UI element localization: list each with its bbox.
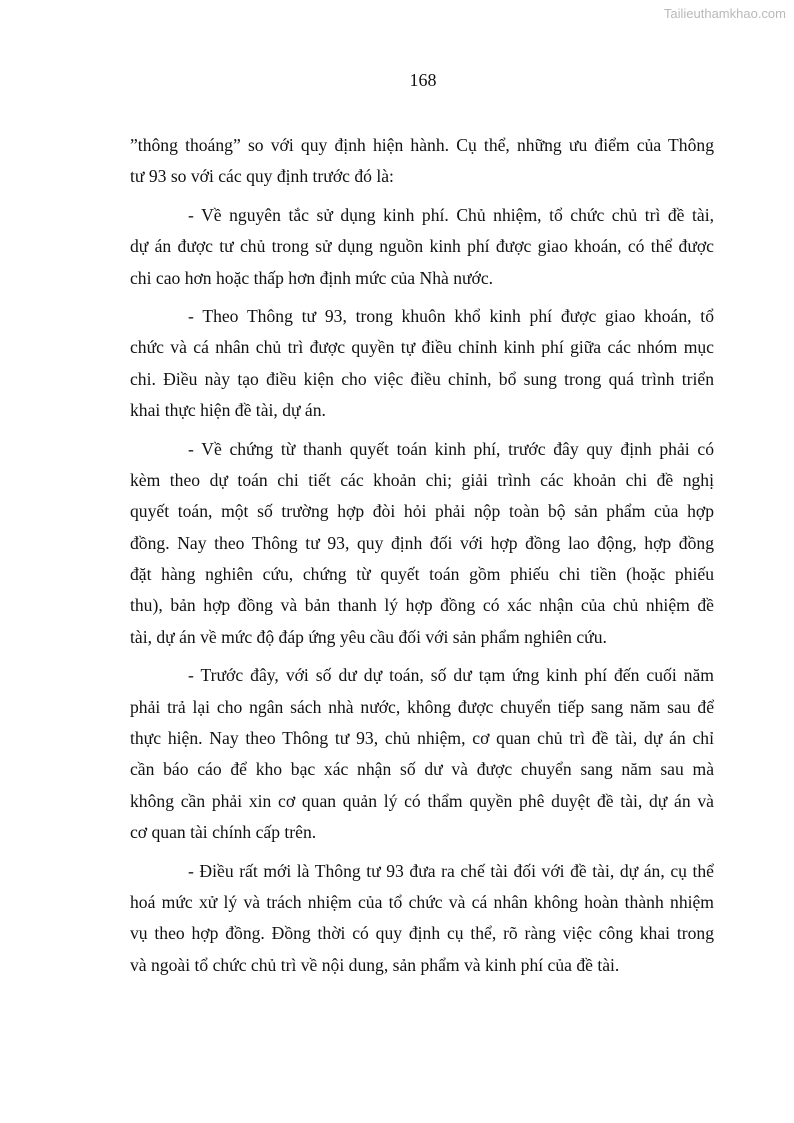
text-line: - Về chứng từ thanh quyết toán kinh phí, trước đây quy định phải có [188,438,714,459]
text-line: kèm theo dự toán chi tiết các khoản chi; giải trình các khoản chi đề nghị [130,469,714,490]
text-line: cần báo cáo để kho bạc xác nhận số dư và được chuyển sang năm sau mà [130,759,714,780]
paragraph [130,434,714,654]
document-body [130,130,714,988]
paragraph [130,200,714,294]
watermark: Tailieuthamkhao.com [663,6,786,21]
text-line: đồng. Nay theo Thông tư 93, quy định đối với hợp đồng lao động, hợp đồng [130,532,714,553]
text-line: tài, dự án về mức độ đáp ứng yêu cầu đối với sản phẩm nghiên cứu. [130,626,607,647]
text-line: ”thông thoáng” so với quy định hiện hành. Cụ thể, những ưu điểm của Thông [130,135,714,155]
text-line: chi cao hơn hoặc thấp hơn định mức của Nhà nước. [130,267,494,288]
text-line: thu), bản hợp đồng và bản thanh lý hợp đồng có xác nhận của chủ nhiệm đề [130,595,714,616]
text-line: hoá mức xử lý và trách nhiệm của tổ chức và cá nhân không hoàn thành nhiệm [130,891,714,912]
text-line: - Điều rất mới là Thông tư 93 đưa ra chế tài đối với đề tài, dự án, cụ thể [188,860,714,881]
text-line: dự án được tư chủ trong sử dụng nguồn kinh phí được giao khoán, có thể được [130,236,714,257]
text-line: thực hiện. Nay theo Thông tư 93, chủ nhiệm, cơ quan chủ trì đề tài, dự án chỉ [130,728,714,749]
text-line: vụ theo hợp đồng. Đồng thời có quy định cụ thể, rõ ràng việc công khai trong [130,923,714,944]
text-line: chi. Điều này tạo điều kiện cho việc điều chỉnh, bổ sung trong quá trình triển [130,368,714,389]
text-line: khai thực hiện đề tài, dự án. [130,400,326,421]
paragraph [130,856,714,982]
text-line: chức và cá nhân chủ trì được quyền tự điều chỉnh kinh phí giữa các nhóm mục [130,337,714,358]
text-line: - Theo Thông tư 93, trong khuôn khổ kinh phí được giao khoán, tổ [188,305,714,326]
text-line: và ngoài tổ chức chủ trì về nội dung, sản phẩm và kinh phí của đề tài. [130,954,620,975]
paragraph [130,130,714,193]
page-number: 168 [409,70,437,90]
text-line: quyết toán, một số trường hợp đòi hỏi phải nộp toàn bộ sản phẩm của hợp [130,501,714,522]
text-line: không cần phải xin cơ quan quản lý có thẩm quyền phê duyệt đề tài, dự án và [130,790,714,811]
text-line: tư 93 so với các quy định trước đó là: [130,166,394,187]
text-line: đặt hàng nghiên cứu, chứng từ quyết toán gồm phiếu chi tiền (hoặc phiếu [130,564,714,585]
paragraph [130,301,714,427]
text-line: phải trả lại cho ngân sách nhà nước, không được chuyển tiếp sang năm sau để [130,696,714,717]
paragraph [130,660,714,848]
text-line: - Về nguyên tắc sử dụng kinh phí. Chủ nhiệm, tổ chức chủ trì đề tài, [188,204,714,225]
text-line: - Trước đây, với số dư dự toán, số dư tạm ứng kinh phí đến cuối năm [188,665,714,686]
text-line: cơ quan tài chính cấp trên. [130,822,317,843]
